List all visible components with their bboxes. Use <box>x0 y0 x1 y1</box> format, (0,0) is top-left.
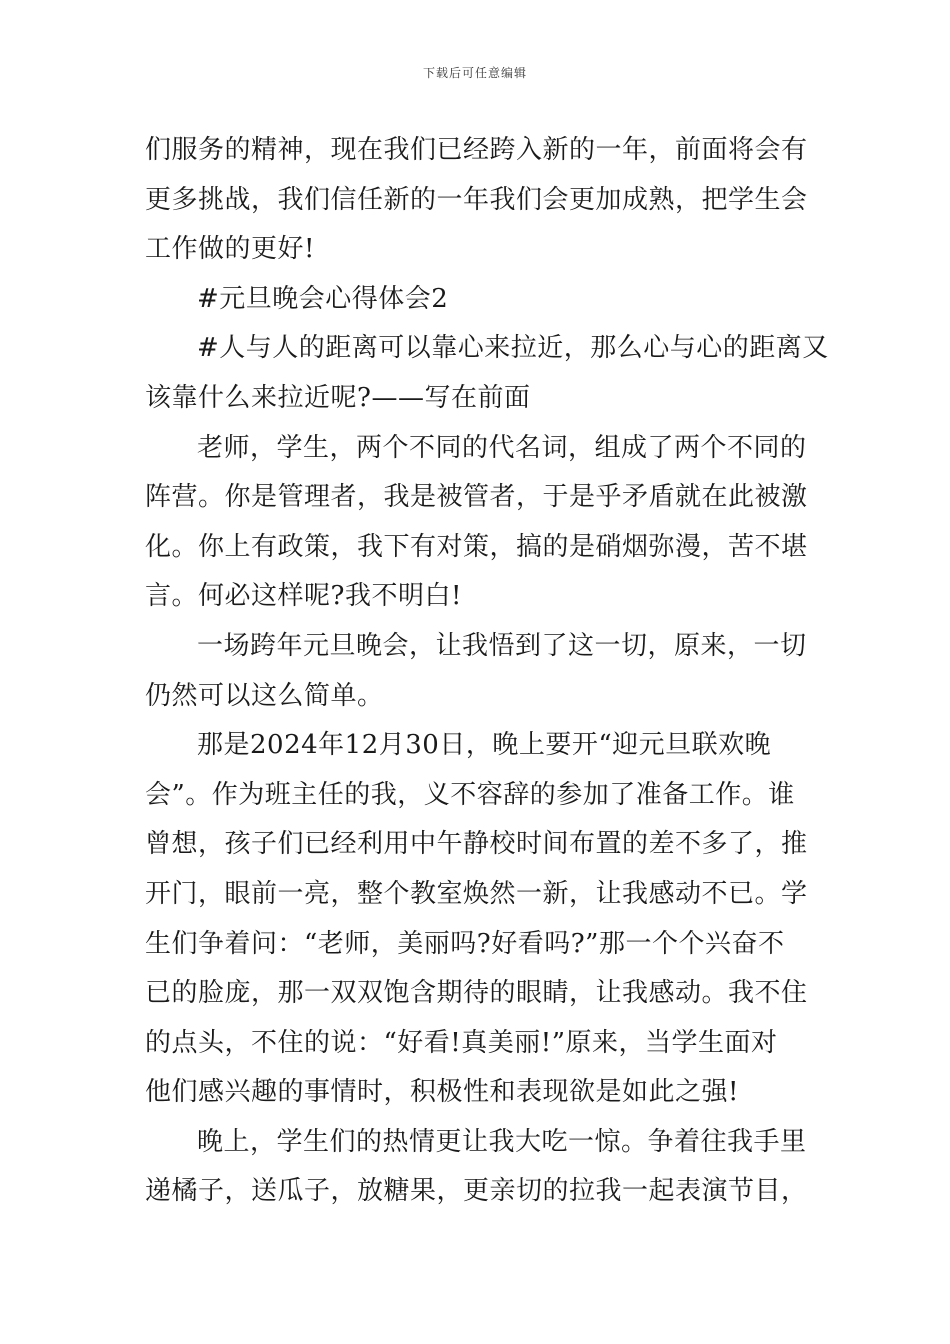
text-line: 该靠什么来拉近呢?——写在前面 <box>145 382 531 413</box>
text-line: #人与人的距离可以靠心来拉近，那么心与心的距离又 <box>197 333 829 364</box>
text-line: 工作做的更好! <box>145 234 315 265</box>
document-body <box>145 126 829 1217</box>
text-line: 仍然可以这么简单。 <box>145 680 384 711</box>
text-line: 一场跨年元旦晚会，让我悟到了这一切，原来，一切 <box>197 630 807 661</box>
text-line: 曾想，孩子们已经利用中午静校时间布置的差不多了，推 <box>145 829 808 860</box>
section-heading: #元旦晚会心得体会2 <box>197 283 449 314</box>
text-line: 他们感兴趣的事情时，积极性和表现欲是如此之强! <box>145 1077 739 1108</box>
text-line: 们服务的精神，现在我们已经跨入新的一年，前面将会有 <box>145 135 808 165</box>
text-line: 开门，眼前一亮，整个教室焕然一新，让我感动不已。学 <box>145 878 808 909</box>
text-line: 更多挑战，我们信任新的一年我们会更加成熟，把学生会 <box>145 184 808 215</box>
page-header: 下载后可任意编辑 <box>422 66 527 80</box>
text-line: 递橘子，送瓜子，放糖果，更亲切的拉我一起表演节目， <box>145 1176 808 1207</box>
text-line: 会”。作为班主任的我，义不容辞的参加了准备工作。谁 <box>145 779 795 810</box>
text-line: 已的脸庞，那一双双饱含期待的眼睛，让我感动。我不住 <box>145 978 808 1009</box>
text-line: 那是2024年12月30日，晚上要开“迎元旦联欢晚 <box>197 730 772 761</box>
text-line: 的点头，不住的说：“好看!真美丽!”原来，当学生面对 <box>145 1027 778 1058</box>
text-line: 化。你上有政策，我下有对策，搞的是硝烟弥漫，苦不堪 <box>145 531 808 562</box>
text-line: 晚上，学生们的热情更让我大吃一惊。争着往我手里 <box>197 1126 807 1157</box>
text-line: 生们争着问：“老师，美丽吗?好看吗?”那一个个兴奋不 <box>145 928 785 959</box>
text-line: 言。何必这样呢?我不明白! <box>145 581 462 612</box>
text-line: 老师，学生，两个不同的代名词，组成了两个不同的 <box>197 432 807 463</box>
text-line: 阵营。你是管理者，我是被管者，于是乎矛盾就在此被激 <box>145 482 808 513</box>
